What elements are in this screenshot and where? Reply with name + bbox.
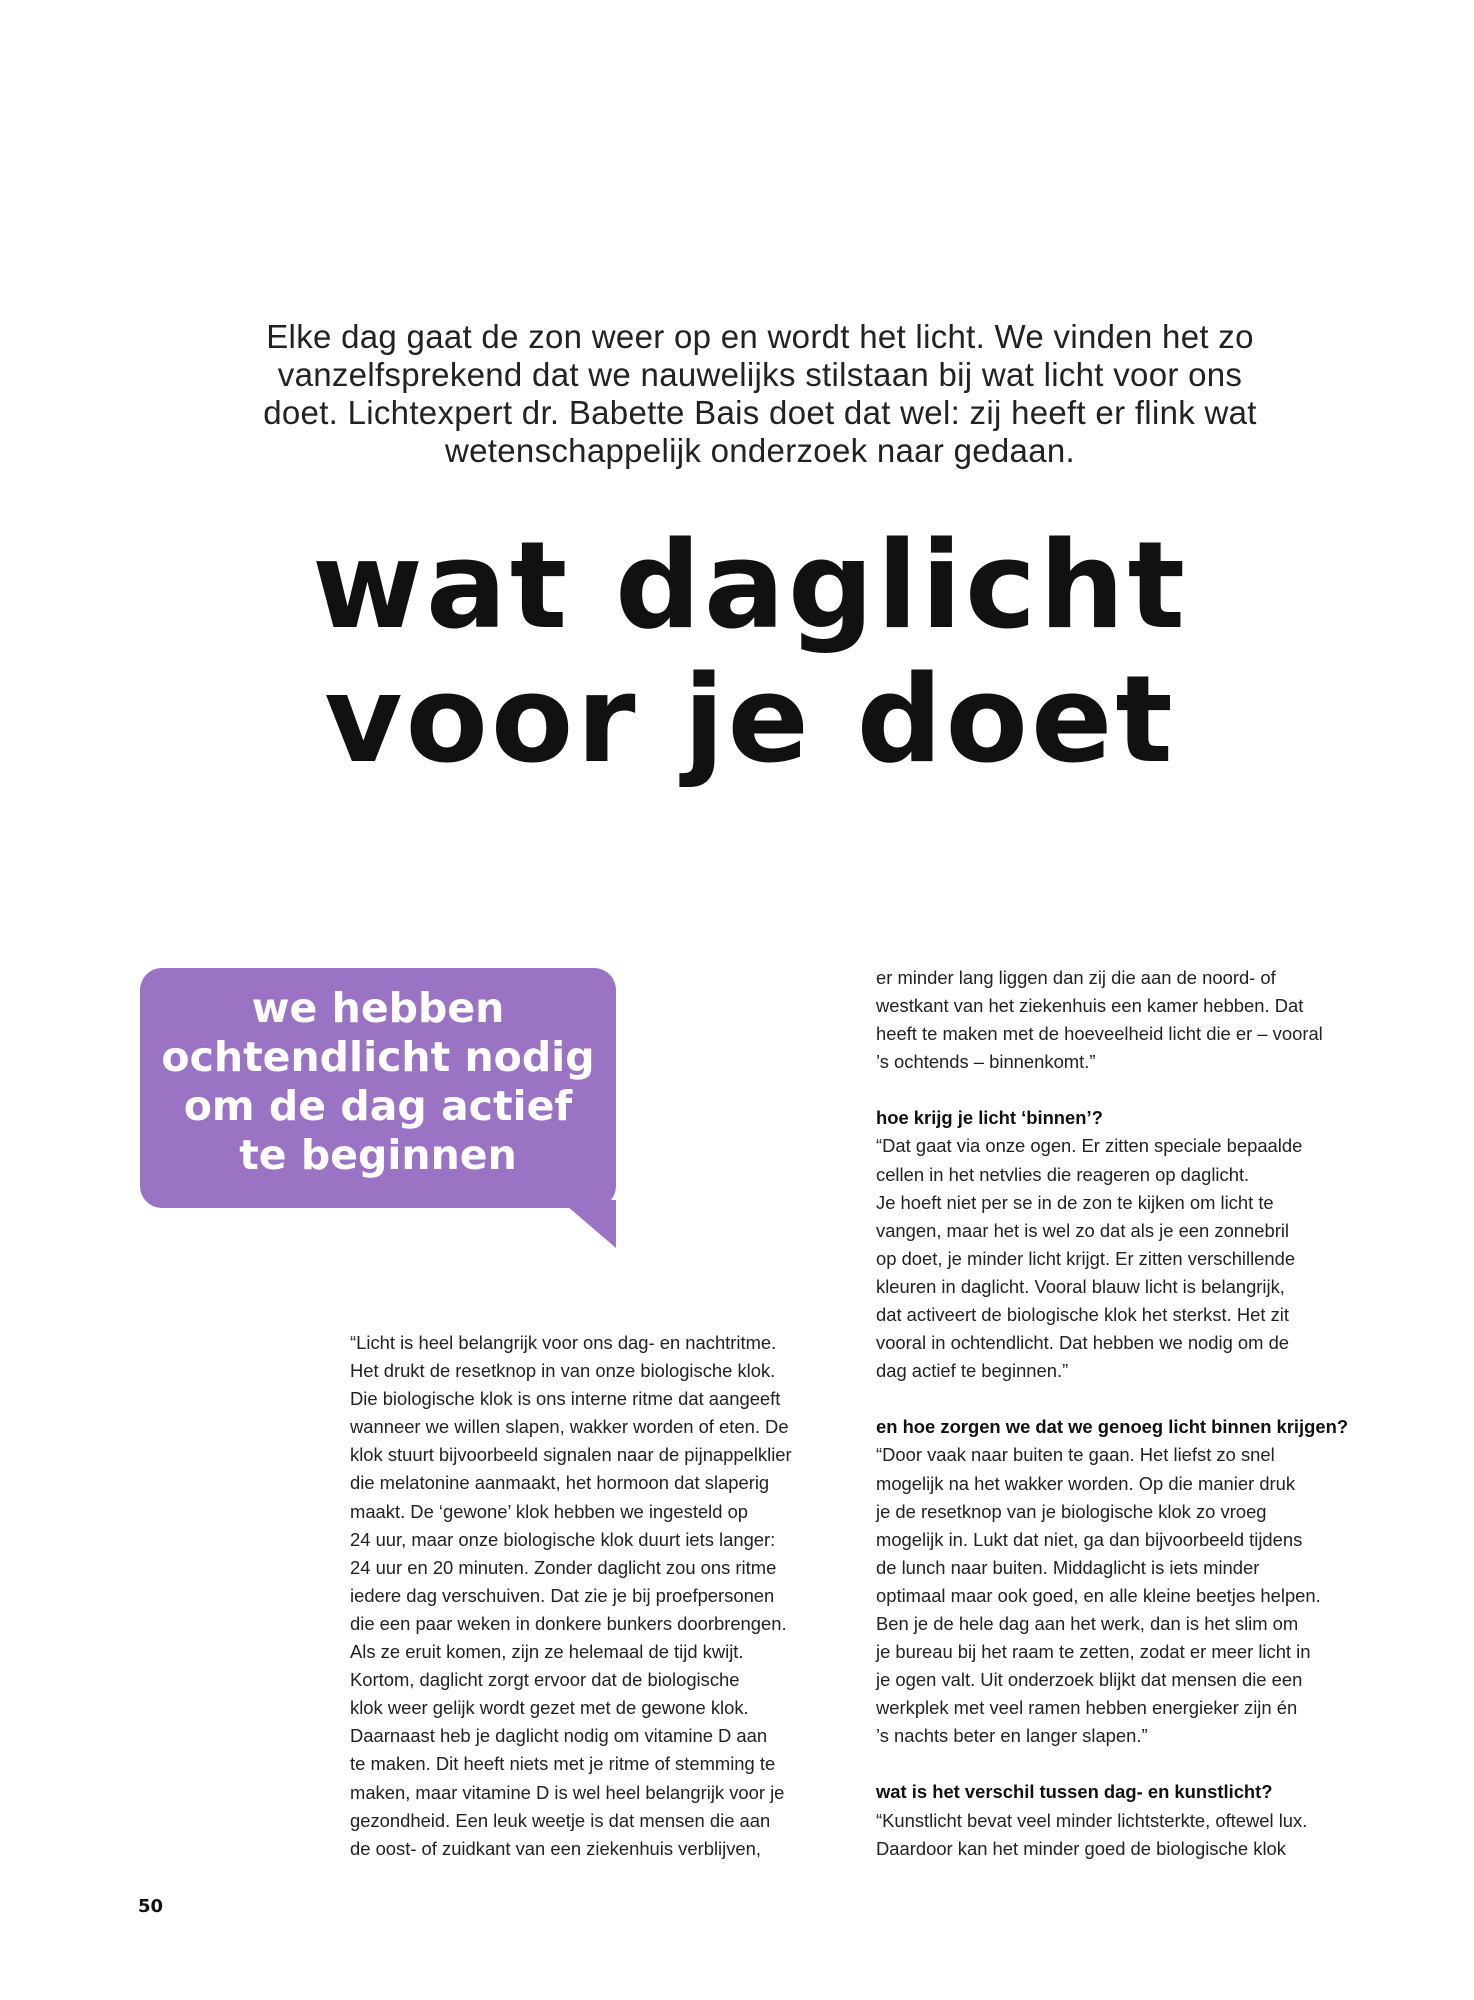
body-line: de lunch naar buiten. Middaglicht is iets minder: [876, 1556, 1260, 1578]
body-line: maakt. De ‘gewone’ klok hebben we ingesteld op: [350, 1500, 749, 1522]
body-line: werkplek met veel ramen hebben energieker zijn én: [876, 1697, 1298, 1719]
intro-line: Elke dag gaat de zon weer op en wordt het licht. We vinden het zo: [266, 318, 1254, 355]
body-line: heeft te maken met de hoeveelheid licht die er – vooral: [876, 1023, 1323, 1045]
speech-bubble-tail-icon: [560, 1200, 616, 1248]
body-line: klok weer gelijk wordt gezet met de gewone klok.: [350, 1697, 749, 1719]
body-line: Het drukt de resetknop in van onze biologische klok.: [350, 1360, 776, 1382]
interview-question: en hoe zorgen we dat we genoeg licht binnen krijgen?: [876, 1416, 1349, 1438]
body-line: Die biologische klok is ons interne ritme dat aangeeft: [350, 1388, 781, 1410]
pull-quote-text: [154, 984, 602, 1180]
body-line: je ogen valt. Uit onderzoek blijkt dat mensen die een: [876, 1669, 1303, 1691]
pull-quote-line: te beginnen: [239, 1131, 517, 1179]
headline-line: wat daglicht: [312, 517, 1188, 656]
paragraph-gap: [876, 1750, 1376, 1778]
page-number: 50: [138, 1896, 164, 1917]
body-line: mogelijk na het wakker worden. Op die manier druk: [876, 1472, 1296, 1494]
pull-quote-line: ochtendlicht nodig: [161, 1033, 595, 1081]
pull-quote-line: we hebben: [251, 984, 505, 1032]
body-line: Als ze eruit komen, zijn ze helemaal de tijd kwijt.: [350, 1641, 744, 1663]
body-line: Daarnaast heb je daglicht nodig om vitamine D aan: [350, 1725, 768, 1747]
body-line: die melatonine aanmaakt, het hormoon dat slaperig: [350, 1472, 770, 1494]
body-line: maken, maar vitamine D is wel heel belangrijk voor je: [350, 1781, 785, 1803]
body-line: iedere dag verschuiven. Dat zie je bij proefpersonen: [350, 1584, 775, 1606]
body-line: er minder lang liggen dan zij die aan de noord- of: [876, 967, 1276, 988]
intro-line: vanzelfsprekend dat we nauwelijks stilstaan bij wat licht voor ons: [277, 356, 1243, 393]
body-line: Kortom, daglicht zorgt ervoor dat de biologische: [350, 1669, 740, 1691]
body-line: “Dat gaat via onze ogen. Er zitten speciale bepaalde: [876, 1135, 1303, 1157]
interview-question: hoe krijg je licht ‘binnen’?: [876, 1107, 1103, 1129]
body-line: Ben je de hele dag aan het werk, dan is het slim om: [876, 1612, 1299, 1634]
body-line: mogelijk in. Lukt dat niet, ga dan bijvoorbeeld tijdens: [876, 1528, 1303, 1550]
body-line: 24 uur en 20 minuten. Zonder daglicht zou ons ritme: [350, 1556, 777, 1578]
body-line: op doet, je minder licht krijgt. Er zitten verschillende: [876, 1247, 1296, 1269]
body-line: Je hoeft niet per se in de zon te kijken om licht te: [876, 1191, 1274, 1213]
intro-line: doet. Lichtexpert dr. Babette Bais doet dat wel: zij heeft er flink wat: [263, 394, 1257, 431]
body-line: die een paar weken in donkere bunkers doorbrengen.: [350, 1612, 787, 1634]
body-line: vangen, maar het is wel zo dat als je een zonnebril: [876, 1219, 1290, 1241]
body-line: “Kunstlicht bevat veel minder lichtsterkte, oftewel lux.: [876, 1809, 1308, 1831]
body-line: wanneer we willen slapen, wakker worden of eten. De: [350, 1416, 789, 1438]
body-line: vooral in ochtendlicht. Dat hebben we nodig om de: [876, 1332, 1290, 1354]
pull-quote-bubble: [140, 968, 616, 1208]
paragraph-gap: [876, 1076, 1376, 1104]
pull-quote-line: om de dag actief: [183, 1082, 573, 1130]
body-line: je bureau bij het raam te zetten, zodat er meer licht in: [876, 1641, 1311, 1663]
body-line: klok stuurt bijvoorbeeld signalen naar de pijnappelklier: [350, 1444, 792, 1466]
paragraph-gap: [876, 1385, 1376, 1413]
intro-paragraph: [230, 318, 1290, 470]
body-column-left: [350, 1329, 850, 1863]
body-line: gezondheid. Een leuk weetje is dat mensen die aan: [350, 1809, 771, 1831]
body-line: westkant van het ziekenhuis een kamer hebben. Dat: [876, 995, 1304, 1017]
body-column-right: [876, 964, 1376, 1863]
body-line: cellen in het netvlies die reageren op daglicht.: [876, 1163, 1250, 1185]
headline-line: voor je doet: [324, 651, 1176, 790]
body-line: ’s nachts beter en langer slapen.”: [876, 1725, 1148, 1747]
article-headline: [160, 517, 1340, 790]
body-line: “Door vaak naar buiten te gaan. Het liefst zo snel: [876, 1444, 1275, 1466]
body-line: je de resetknop van je biologische klok zo vroeg: [876, 1500, 1267, 1522]
body-line: optimaal maar ook goed, en alle kleine beetjes helpen.: [876, 1584, 1321, 1606]
body-line: de oost- of zuidkant van een ziekenhuis verblijven,: [350, 1837, 761, 1859]
body-line: dat activeert de biologische klok het sterkst. Het zit: [876, 1304, 1289, 1326]
body-line: ’s ochtends – binnenkomt.”: [876, 1051, 1096, 1073]
body-line: “Licht is heel belangrijk voor ons dag- en nachtritme.: [350, 1332, 777, 1353]
body-line: te maken. Dit heeft niets met je ritme of stemming te: [350, 1753, 776, 1775]
body-line: kleuren in daglicht. Vooral blauw licht is belangrijk,: [876, 1275, 1285, 1297]
body-line: Daardoor kan het minder goed de biologische klok: [876, 1837, 1286, 1859]
interview-question: wat is het verschil tussen dag- en kunstlicht?: [876, 1781, 1273, 1803]
body-line: 24 uur, maar onze biologische klok duurt iets langer:: [350, 1528, 776, 1550]
intro-line: wetenschappelijk onderzoek naar gedaan.: [445, 432, 1075, 469]
body-line: dag actief te beginnen.”: [876, 1360, 1069, 1382]
